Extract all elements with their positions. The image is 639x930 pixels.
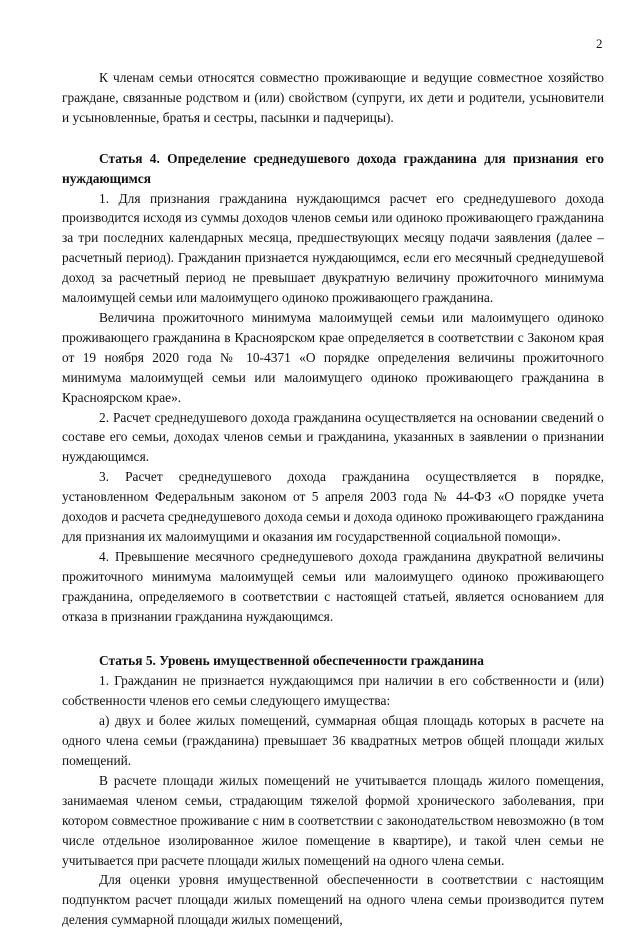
article-5-paragraph: 1. Гражданин не признается нуждающимся при наличии в его собственности и (или) собственности членов его семьи следующего имущества: bbox=[62, 673, 604, 709]
intro-paragraph: К членам семьи относятся совместно проживающие и ведущие совместное хозяйство граждане, связанные родством и (или) свойством (супруги, их дети и родители, усыновители и усыновленные, братья и сестры, пасынки и падчерицы). bbox=[62, 70, 604, 125]
article-5-paragraph: а) двух и более жилых помещений, суммарная общая площадь которых в расчете на одного члена семьи (гражданина) превышает 36 квадратных метров общей площади жилых помещений. bbox=[62, 713, 604, 768]
article-4-paragraph: 2. Расчет среднедушевого дохода гражданина осуществляется на основании сведений о составе его семьи, доходах членов семьи и гражданина, указанных в заявлении о признании нуждающимся. bbox=[62, 409, 604, 465]
spacer bbox=[62, 128, 604, 149]
page-number: 2 bbox=[596, 36, 603, 51]
article-4-paragraph: 1. Для признания гражданина нуждающимся расчет его среднедушевого дохода производится исходя из суммы доходов членов семьи или одиноко проживающего гражданина за три последних календарных месяца, предшествующих месяцу подачи заявления (далее – расчетный период). Гражданин признается нуждающимся, если его месячный среднедушевой доход за расчетный период не превышает двукратную величину прожиточного минимума малоимущей семьи или малоимущего одиноко проживающего гражданина. bbox=[62, 190, 604, 306]
article-4-heading: Статья 4. Определение среднедушевого дохода гражданина для признания его нуждающимся bbox=[62, 150, 604, 186]
spacer bbox=[62, 626, 604, 651]
article-5-paragraph: Для оценки уровня имущественной обеспеченности в соответствии с настоящим подпунктом расчет площади жилых помещений на одного члена семьи производится путем деления суммарной площади жилых помещений, bbox=[62, 872, 604, 928]
article-4-paragraph: 4. Превышение месячного среднедушевого дохода гражданина двукратной величины прожиточного минимума малоимущей семьи или малоимущего одиноко проживающего гражданина, определяемого в соответствии с настоящей статьей, является основанием для отказа в признании гражданина нуждающимся. bbox=[62, 548, 604, 624]
article-4 bbox=[62, 149, 604, 627]
article-5-heading: Статья 5. Уровень имущественной обеспеченности гражданина bbox=[99, 653, 484, 669]
document-body bbox=[62, 68, 604, 930]
article-5-paragraph: В расчете площади жилых помещений не учитывается площадь жилого помещения, занимаемая членом семьи, страдающим тяжелой формой хронического заболевания, при котором совместное проживание с ним в соответствии с законодательством невозможно (в том числе отдельное изолированное жилое помещение в квартире), и такой член семьи не учитывается при расчете площади жилых помещений на одного члена семьи. bbox=[62, 772, 604, 868]
article-4-paragraph: Величина прожиточного минимума малоимущей семьи или малоимущего одиноко проживающего гражданина в Красноярском крае определяется в соответствии с Законом края от 19 ноября 2020 года № 10-4371 «О порядке определения величины прожиточного минимума малоимущей семьи или малоимущего одиноко проживающего гражданина в Красноярском крае». bbox=[62, 309, 604, 405]
article-4-paragraph: 3. Расчет среднедушевого дохода гражданина осуществляется в порядке, установленном Федеральным законом от 5 апреля 2003 года № 44-ФЗ «О порядке учета доходов и расчета среднедушевого дохода семьи и дохода одиноко проживающего гражданина для признания их малоимущими и оказания им государственной социальной помощи». bbox=[62, 469, 604, 544]
article-5 bbox=[62, 651, 604, 930]
